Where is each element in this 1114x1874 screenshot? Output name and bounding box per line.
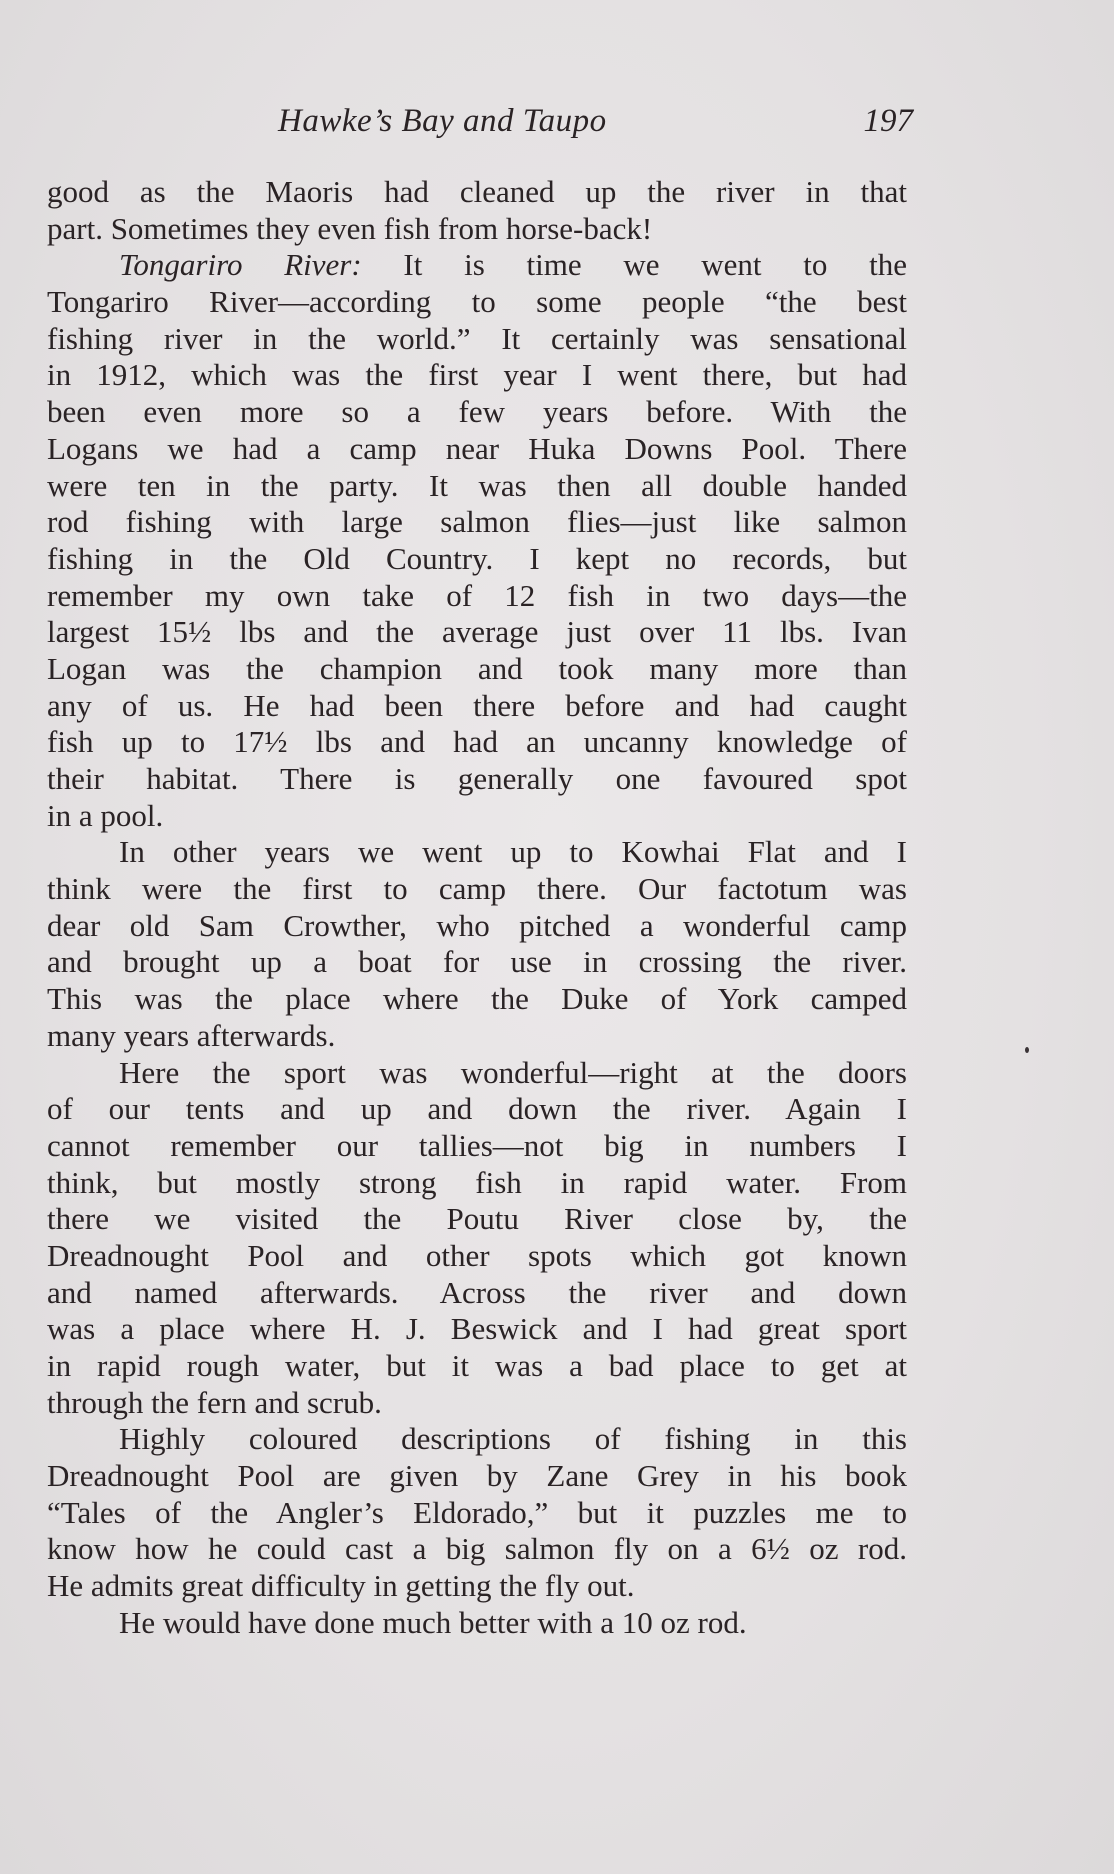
- text-line: of our tents and up and down the river. Again I: [47, 1091, 907, 1127]
- text-line: been even more so a few years before. With the: [47, 394, 907, 430]
- running-title: Hawke’s Bay and Taupo: [278, 103, 607, 139]
- text-line: He admits great difficulty in getting the fly out.: [47, 1568, 635, 1604]
- text-line: think, but mostly strong fish in rapid water. From: [47, 1164, 907, 1200]
- text-line: there we visited the Poutu River close by, the: [47, 1201, 907, 1237]
- text-line: remember my own take of 12 fish in two days—the: [47, 577, 907, 613]
- text-line: Logan was the champion and took many more than: [47, 650, 907, 686]
- text-line: fish up to 17½ lbs and had an uncanny knowledge of: [47, 724, 907, 760]
- text-line: rod fishing with large salmon flies—just like salmon: [47, 504, 907, 540]
- text-line: and named afterwards. Across the river and down: [47, 1274, 907, 1310]
- text-line: Here the sport was wonderful—right at the doors: [119, 1054, 907, 1090]
- text-line: any of us. He had been there before and had caught: [47, 687, 907, 723]
- text-line: in 1912, which was the first year I went there, but had: [47, 357, 907, 393]
- text-line: know how he could cast a big salmon fly on a 6½ oz rod.: [47, 1531, 907, 1567]
- text-line: part. Sometimes they even fish from horse-back!: [47, 210, 653, 246]
- text-line: dear old Sam Crowther, who pitched a wonderful camp: [47, 907, 907, 943]
- text-line: Dreadnought Pool are given by Zane Grey in his book: [47, 1458, 907, 1494]
- text-line: cannot remember our tallies—not big in numbers I: [47, 1127, 907, 1163]
- text-line: [47, 247, 907, 284]
- text-line: many years afterwards.: [47, 1017, 336, 1053]
- text-line-rest: It is time we went to the: [361, 247, 907, 283]
- text-line: “Tales of the Angler’s Eldorado,” but it puzzles me to: [47, 1494, 907, 1530]
- text-line: their habitat. There is generally one favoured spot: [47, 761, 907, 796]
- text-line: In other years we went up to Kowhai Flat and I: [119, 834, 907, 870]
- text-line: was a place where H. J. Beswick and I had great sport: [47, 1311, 907, 1347]
- running-head: [48, 103, 913, 147]
- text-line: He would have done much better with a 10 oz rod.: [119, 1604, 747, 1640]
- text-line: fishing in the Old Country. I kept no records, but: [47, 540, 907, 576]
- page-number: 197: [863, 103, 913, 139]
- section-lead-in: Tongariro River:: [119, 247, 362, 283]
- text-line: This was the place where the Duke of York camped: [47, 981, 907, 1017]
- body-text: [47, 174, 907, 1642]
- text-line: Highly coloured descriptions of fishing in this: [119, 1421, 907, 1457]
- text-line: largest 15½ lbs and the average just over 11 lbs. Ivan: [47, 614, 907, 650]
- text-line: good as the Maoris had cleaned up the river in that: [47, 174, 907, 209]
- text-line: through the fern and scrub.: [47, 1384, 382, 1420]
- text-line: Dreadnought Pool and other spots which got known: [47, 1237, 907, 1273]
- text-line: were ten in the party. It was then all double handed: [47, 467, 907, 503]
- paper-speck: [1025, 1047, 1029, 1053]
- text-line: in rapid rough water, but it was a bad place to get at: [47, 1348, 907, 1383]
- text-line: and brought up a boat for use in crossing the river.: [47, 944, 907, 980]
- text-line: think were the first to camp there. Our factotum was: [47, 871, 907, 907]
- text-line: in a pool.: [47, 797, 164, 833]
- text-line: fishing river in the world.” It certainly was sensational: [47, 320, 907, 356]
- text-line: Logans we had a camp near Huka Downs Pool. There: [47, 430, 907, 466]
- text-line: Tongariro River—according to some people “the best: [47, 284, 907, 320]
